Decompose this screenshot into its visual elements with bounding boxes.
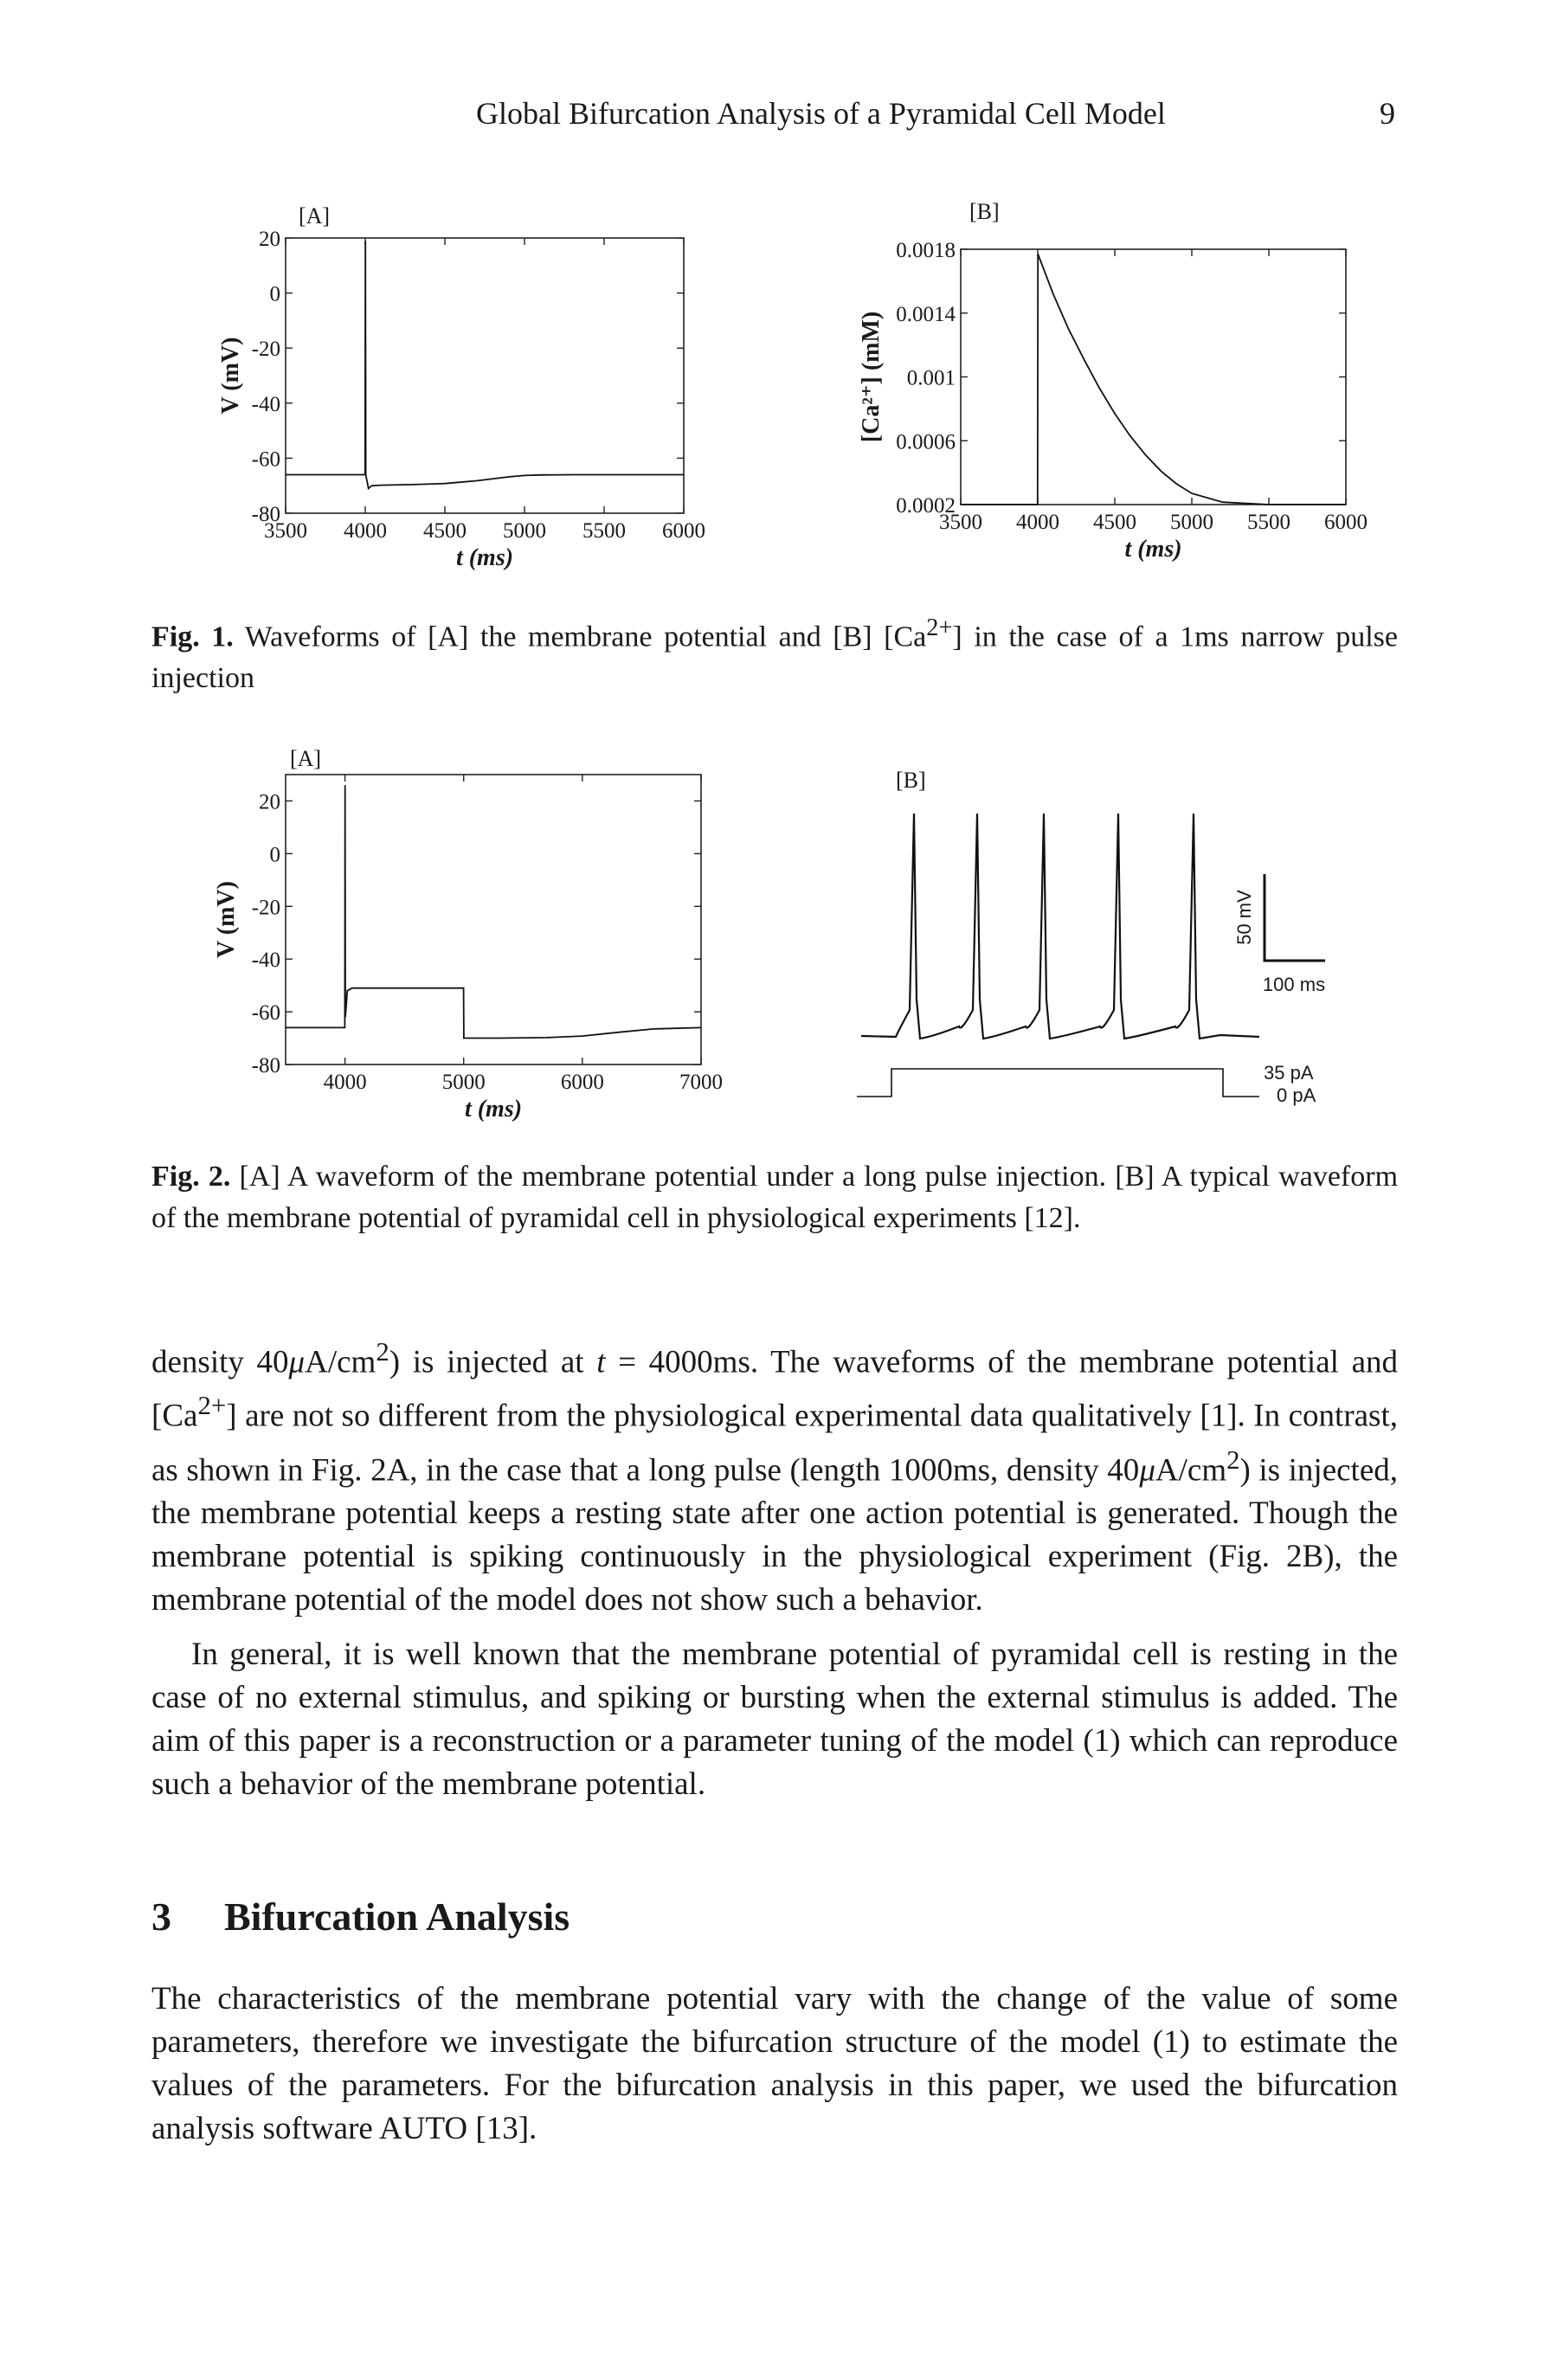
fig2-caption-text: [A] A waveform of the membrane potential under a long pulse injection. [B] A typical waveform of the membrane potential of pyramidal cell in physiological experiments [12].	[151, 1161, 1399, 1234]
panel-label: [A]	[290, 746, 322, 771]
y-tick-label: -20	[251, 896, 280, 920]
x-tick-label: 6000	[662, 519, 705, 543]
y-tick-label: -60	[251, 447, 280, 472]
y-tick-label: 0.001	[906, 366, 956, 390]
series-line	[286, 785, 701, 1038]
stimulus-trace	[857, 1069, 1259, 1097]
y-tick-label: -80	[251, 1054, 280, 1077]
y-tick-label: 20	[259, 228, 280, 251]
series-line	[286, 241, 684, 488]
panel-label: [B]	[896, 768, 926, 793]
y-tick-label: -20	[251, 338, 280, 362]
y-tick-label: 0	[269, 843, 280, 867]
scale-bar	[1265, 874, 1325, 961]
plot-frame	[961, 249, 1346, 505]
x-tick-label: 5000	[441, 1071, 486, 1094]
paragraph-3: The characteristics of the membrane potential vary with the change of the value of some parameters, therefore we investigate the bifurcation structure of the model (1) to estimate the values of the parameters. For the bifurcation analysis in this paper, we used the bifurcation analysis software AUTO [13].	[151, 1981, 1398, 2146]
scale-bar-time-label: 100 ms	[1262, 974, 1326, 995]
x-tick-label: 7000	[679, 1071, 723, 1094]
x-tick-label: 3500	[939, 511, 982, 534]
fig1-caption-text-end: ] in the case of a 1ms narrow pulse injection	[151, 621, 1398, 695]
fig2-panel-a-chart	[195, 740, 736, 1147]
stimulus-high-label: 35 pA	[1264, 1062, 1314, 1084]
fig1-caption-sup: 2+	[926, 614, 953, 641]
scale-bar-voltage-label: 50 mV	[1233, 890, 1255, 945]
x-tick-label: 6000	[560, 1071, 604, 1094]
x-tick-label: 4000	[344, 519, 387, 543]
y-axis-label: V (mV)	[213, 881, 240, 958]
section-title: Bifurcation Analysis	[224, 1894, 570, 1939]
running-title: Global Bifurcation Analysis of a Pyramidal Cell Model	[476, 96, 1166, 131]
x-tick-label: 4500	[1093, 511, 1136, 534]
y-tick-label: 0	[269, 282, 280, 306]
fig1-caption-text: Waveforms of [A] the membrane potential and [B] [Ca	[244, 621, 927, 653]
series-line	[961, 254, 1346, 505]
x-tick-label: 4000	[1016, 511, 1059, 534]
paragraph-2: In general, it is well known that the membrane potential of pyramidal cell is resting in the case of no external stimulus, and spiking or bursting when the external stimulus is added. The aim of this paper is a reconstruction or a parameter tuning of the model (1) which can reproduce such a behavior of the membrane potential.	[151, 1637, 1398, 1802]
x-tick-label: 3500	[264, 519, 307, 543]
x-tick-label: 6000	[1324, 511, 1368, 534]
y-tick-label: 0.0014	[896, 302, 956, 326]
y-tick-label: -40	[251, 392, 280, 416]
section-number: 3	[151, 1894, 171, 1939]
fig2-panel-b-trace	[853, 762, 1355, 1125]
y-tick-label: 0.0002	[896, 494, 956, 518]
x-tick-label: 5000	[1170, 511, 1213, 534]
fig1-panel-b-chart	[848, 190, 1380, 589]
paragraph-1: density $40\mu A/cm^2$) is injected at t = 4000ms. The waveforms of the membrane potential and $[Ca^{2+}]$ are not so different from the physiological experimental data qualitatively [1]. In contrast, as shown in Fig. 2A, in the case that a long pulse (length 1000ms, density $40\mu A/cm^2$) is injected, the membrane potential keeps a resting state after one action potential is generated. Though the membrane potential is spiking continuously in the physiological experiment (Fig. 2B), the membrane potential of the model does not show such a behavior.	[151, 1337, 1399, 1618]
y-axis-label: [Ca²⁺] (mM)	[858, 311, 885, 443]
y-axis-label: V (mV)	[217, 337, 244, 415]
x-tick-label: 5500	[582, 519, 626, 543]
fig1-caption	[151, 608, 1398, 699]
x-axis-label: t (ms)	[1124, 536, 1182, 563]
page-number: 9	[1380, 96, 1395, 131]
recorded-trace	[861, 814, 1259, 1039]
y-tick-label: -80	[251, 503, 280, 526]
x-tick-label: 4000	[323, 1071, 367, 1094]
fig2-caption	[151, 1156, 1398, 1239]
x-axis-label: t (ms)	[464, 1096, 523, 1122]
plot-frame	[286, 238, 684, 513]
plot-frame	[286, 775, 701, 1065]
fig2-caption-label: Fig. 2.	[151, 1161, 231, 1193]
x-tick-label: 5500	[1247, 511, 1290, 534]
y-tick-label: 0.0006	[896, 430, 956, 454]
y-tick-label: -40	[251, 949, 280, 973]
fig1-panel-a-chart	[195, 195, 736, 580]
y-tick-label: -60	[251, 1001, 280, 1026]
panel-label: [A]	[299, 203, 331, 228]
x-tick-label: 5000	[503, 519, 546, 543]
section-heading	[151, 1894, 570, 1939]
fig1-caption-label: Fig. 1.	[151, 621, 234, 653]
x-axis-label: t (ms)	[455, 544, 514, 571]
y-tick-label: 0.0018	[896, 239, 956, 262]
panel-label: [B]	[969, 199, 1000, 224]
y-tick-label: 20	[259, 790, 280, 814]
x-tick-label: 4500	[423, 519, 467, 543]
stimulus-low-label: 0 pA	[1277, 1084, 1316, 1106]
